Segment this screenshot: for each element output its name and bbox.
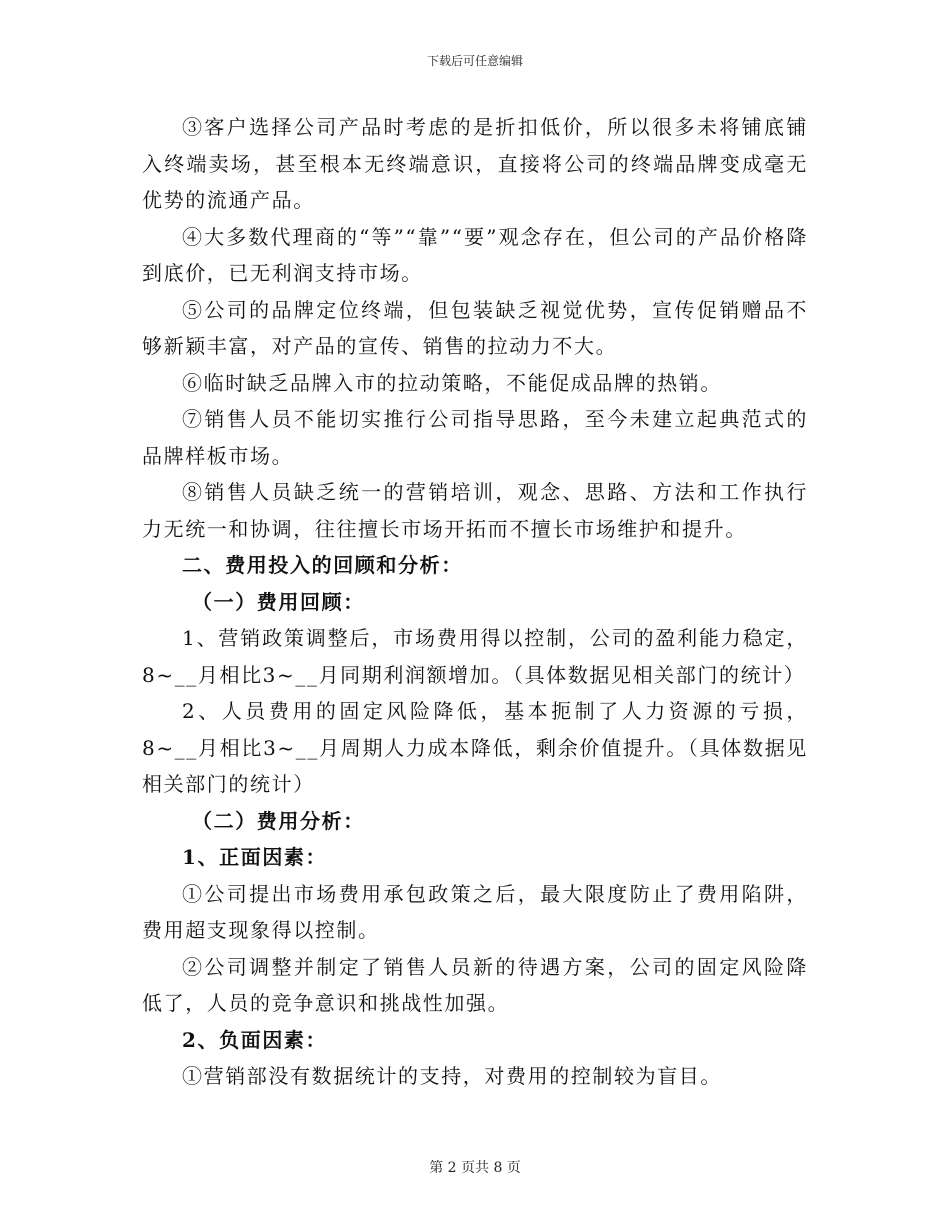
section-heading-cost-review: 二、费用投入的回顾和分析： [182,553,463,577]
document-body [142,109,808,1095]
subheading-cost-analysis: （二）费用分析： [192,808,365,833]
page-header: 下载后可任意编辑 [426,54,523,68]
paragraph-packaging: ⑤公司的品牌定位终端，但包装缺乏视觉优势，宣传促销赠品不够新颖丰富，对产品的宣传、销售的拉动力不大。 [142,297,808,358]
paragraph-cost-contract: ①公司提出市场费用承包政策之后，最大限度防止了费用陷阱，费用超支现象得以控制。 [142,881,808,942]
heading-negative-factors: 2、负面因素： [182,1027,328,1052]
paragraph-sales-staff-guidance: ⑦销售人员不能切实推行公司指导思路，至今未建立起典范式的品牌样板市场。 [142,407,808,468]
paragraph-marketing-policy: 1、营销政策调整后，市场费用得以控制，公司的盈利能力稳定，8~__月相比3~__月同期利润额增加。（具体数据见相关部门的统计） [142,626,808,687]
paragraph-agent-attitude: ④大多数代理商的“等”“靠”“要”观念存在，但公司的产品价格降到底价，已无利润支持市场。 [142,224,808,285]
paragraph-brand-strategy: ⑥临时缺乏品牌入市的拉动策略，不能促成品牌的热销。 [182,370,722,395]
subheading-cost-review: （一）费用回顾： [192,589,365,614]
heading-positive-factors: 1、正面因素： [182,845,328,869]
page-footer: 第 2 页共 8 页 [429,1160,521,1176]
paragraph-compensation-plan: ②公司调整并制定了销售人员新的待遇方案，公司的固定风险降低了，人员的竞争意识和挑战性加强。 [142,954,808,1015]
paragraph-sales-training: ⑧销售人员缺乏统一的营销培训，观念、思路、方法和工作执行力无统一和协调，往往擅长市场开拓而不擅长市场维护和提升。 [142,480,808,541]
paragraph-staff-cost: 2、人员费用的固定风险降低，基本扼制了人力资源的亏损，8~__月相比3~__月周期人力成本降低，剩余价值提升。（具体数据见相关部门的统计） [142,699,808,796]
paragraph-no-data-support: ①营销部没有数据统计的支持，对费用的控制较为盲目。 [182,1064,722,1088]
paragraph-customer-discount: ③客户选择公司产品时考虑的是折扣低价，所以很多未将铺底铺入终端卖场，甚至根本无终端意识，直接将公司的终端品牌变成毫无优势的流通产品。 [142,115,808,212]
